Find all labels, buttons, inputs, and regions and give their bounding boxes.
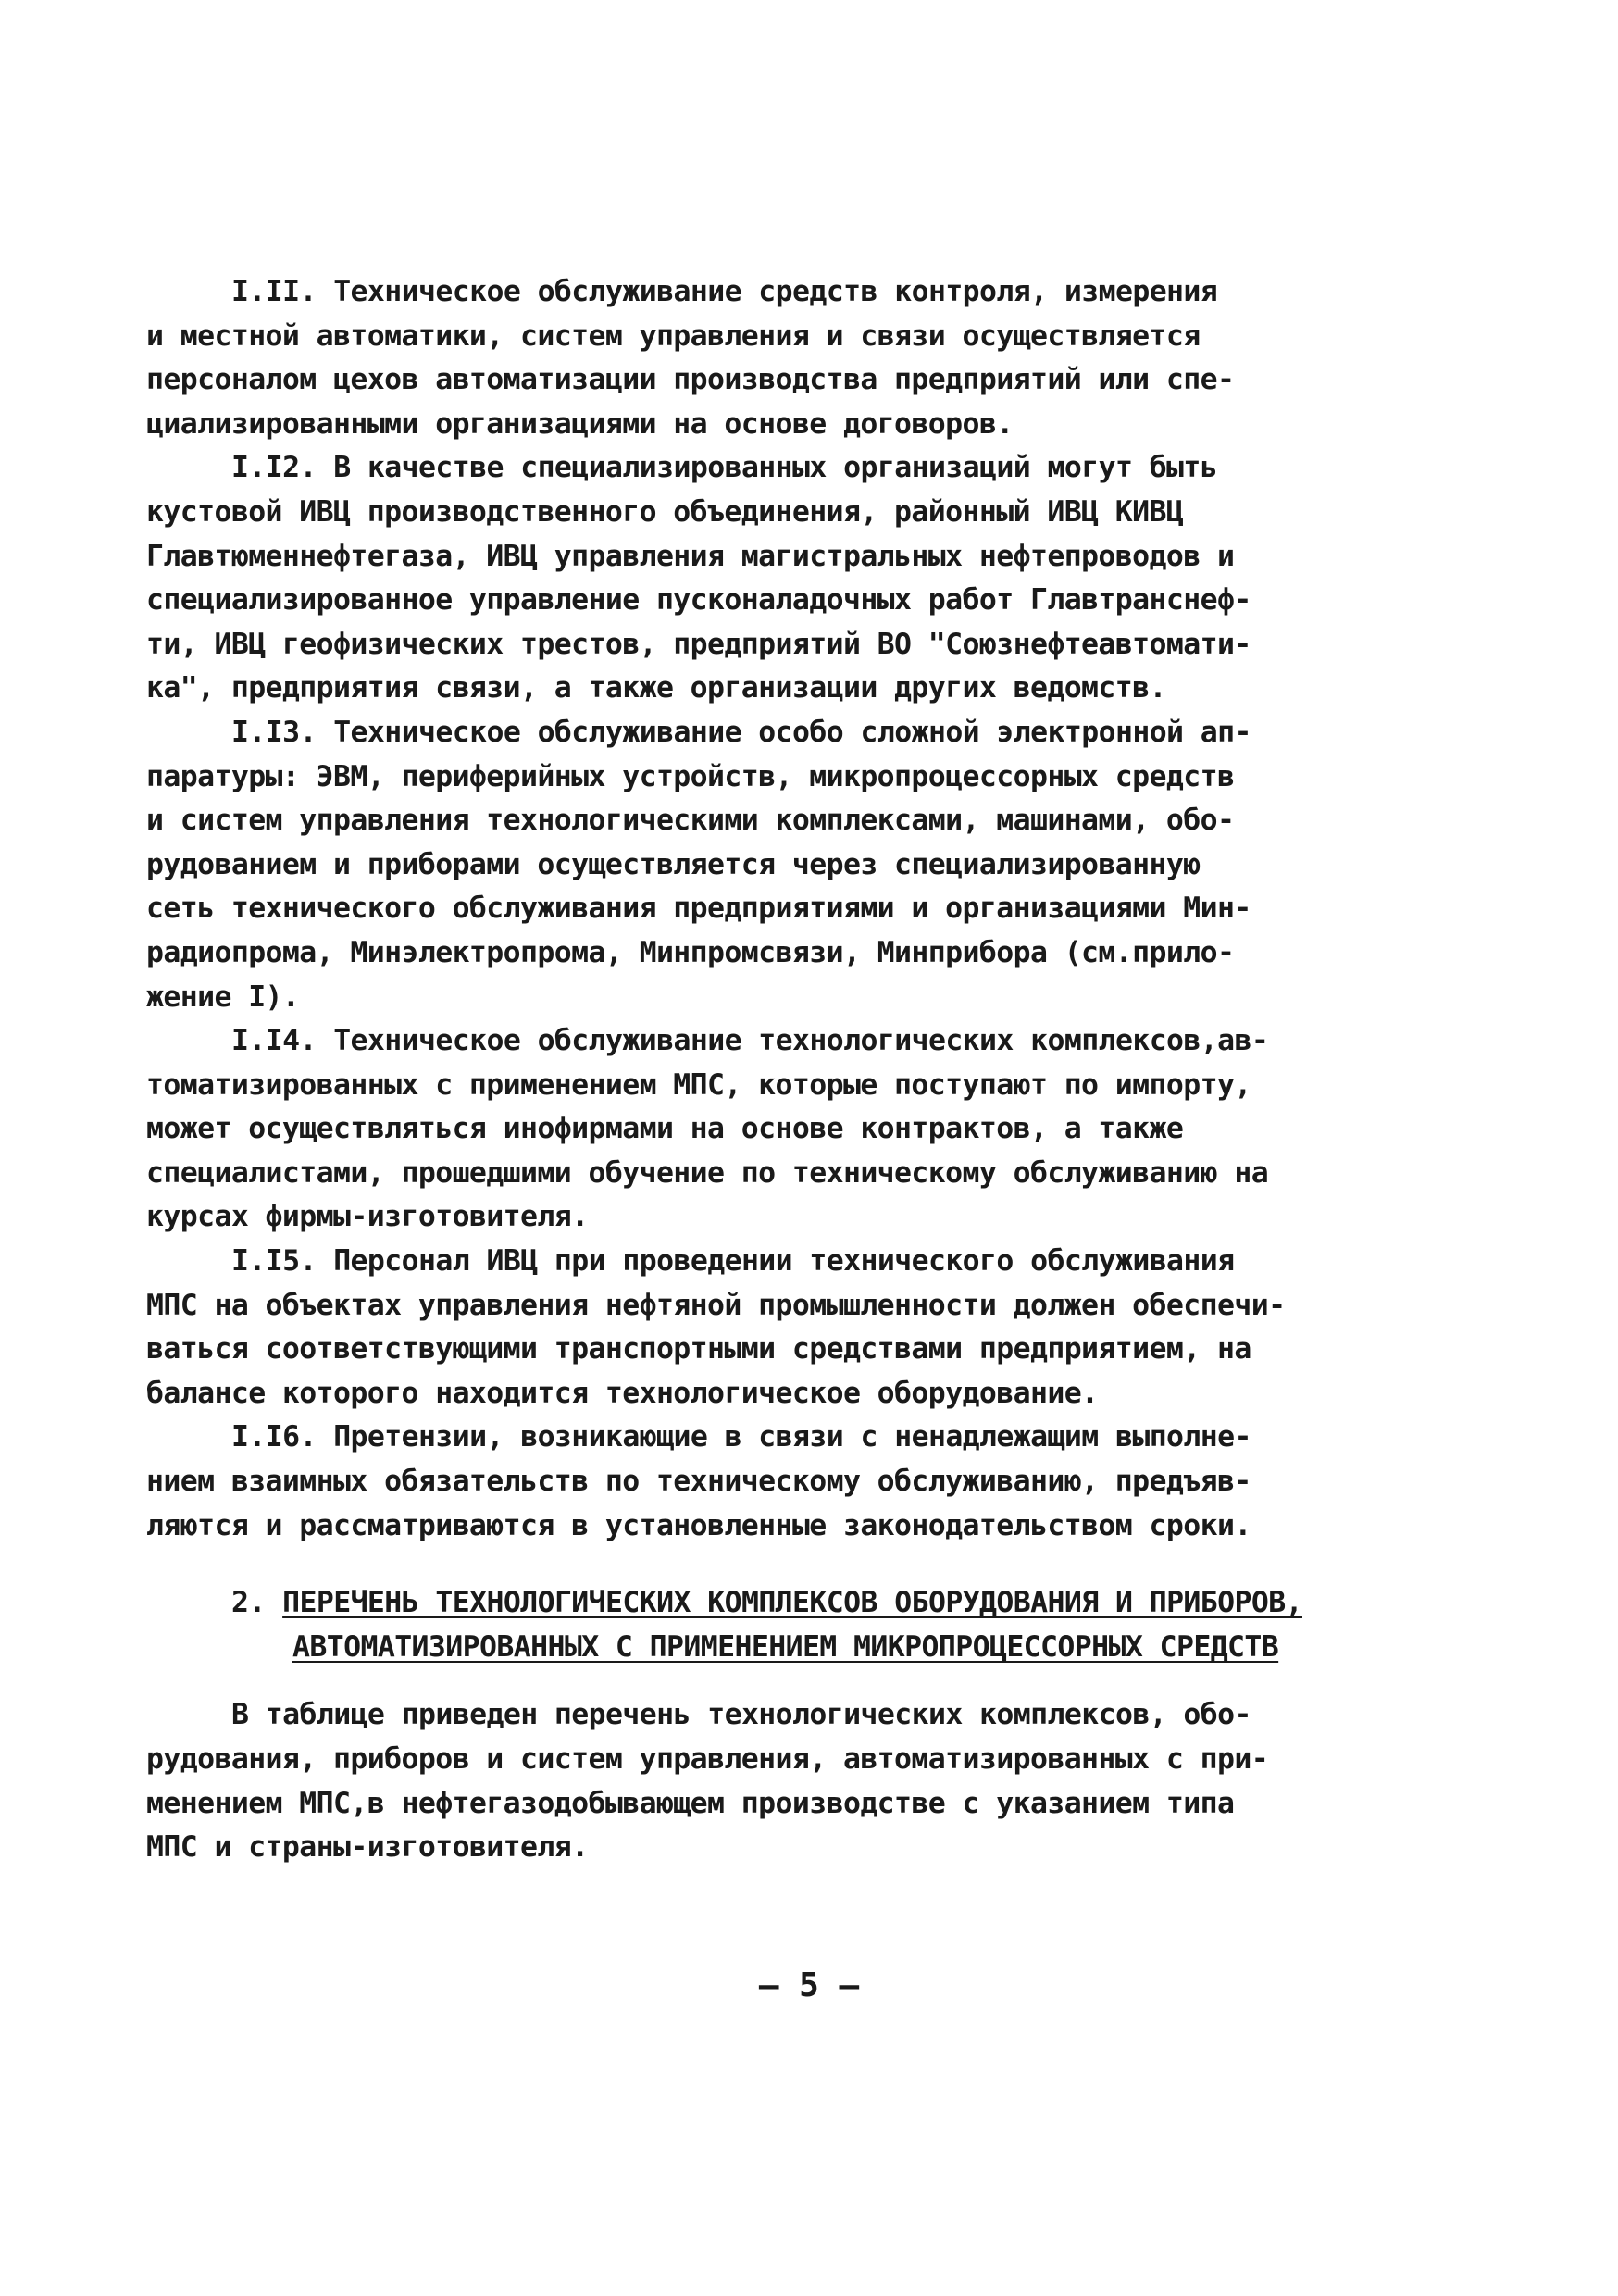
text-line: МПС на объектах управления нефтяной промышленности должен обеспечи-	[146, 1288, 1286, 1322]
text-line: рудования, приборов и систем управления, автоматизированных с при-	[146, 1742, 1269, 1776]
text-line: менением МПС,в нефтегазодобывающем производстве с указанием типа	[146, 1786, 1235, 1820]
text-line: балансе которого находится технологическое оборудование.	[146, 1376, 1099, 1410]
page-number: – 5 –	[758, 1966, 860, 2004]
heading-spacer	[146, 1669, 1340, 1693]
text-line: радиопрома, Минэлектропрома, Минпромсвязи, Минприбора (см.прило-	[146, 935, 1235, 969]
text-line: ка", предприятия связи, а также организации других ведомств.	[146, 671, 1166, 705]
text-line: и местной автоматики, систем управления и связи осуществляется	[146, 318, 1201, 353]
paragraph-1-15	[146, 1240, 1340, 1416]
paragraph-1-14	[146, 1019, 1340, 1240]
text-line: нием взаимных обязательств по техническому обслуживанию, предъяв-	[146, 1465, 1251, 1499]
section-heading-line-1	[146, 1581, 1340, 1626]
text-line: специалистами, прошедшими обучение по техническому обслуживанию на	[146, 1155, 1269, 1190]
section-number: 2.	[231, 1586, 266, 1620]
text-line: Главтюменнефтегаза, ИВЦ управления магистральных нефтепроводов и	[146, 539, 1235, 573]
text-line: ти, ИВЦ геофизических трестов, предприятий ВО "Союзнефтеавтомати-	[146, 627, 1251, 661]
text-line: МПС и страны-изготовителя.	[146, 1830, 589, 1865]
paragraph-1-16	[146, 1416, 1340, 1548]
section-heading	[146, 1581, 1340, 1669]
text-line: персоналом цехов автоматизации производства предприятий или спе-	[146, 363, 1235, 397]
text-line: I.I3. Техническое обслуживание особо сложной электронной ап-	[231, 715, 1251, 749]
body-text	[146, 270, 1340, 1870]
text-line: I.I4. Техническое обслуживание технологических комплексов,ав-	[231, 1024, 1269, 1058]
text-line: специализированное управление пусконаладочных работ Главтранснеф-	[146, 583, 1251, 618]
text-line: паратуры: ЭВМ, периферийных устройств, микропроцессорных средств	[146, 759, 1235, 793]
section-title-line-2: АВТОМАТИЗИРОВАННЫХ С ПРИМЕНЕНИЕМ МИКРОПРОЦЕССОРНЫХ СРЕДСТВ	[292, 1629, 1279, 1664]
paragraph-1-12	[146, 446, 1340, 711]
text-line: жение I).	[146, 980, 300, 1014]
text-line: ваться соответствующими транспортными средствами предприятием, на	[146, 1332, 1251, 1366]
text-line: В таблице приведен перечень технологических комплексов, обо-	[231, 1698, 1251, 1732]
paragraph-1-13	[146, 711, 1340, 1019]
text-line: циализированными организациями на основе договоров.	[146, 406, 1014, 441]
text-line: курсах фирмы-изготовителя.	[146, 1200, 589, 1234]
paragraph-1-11	[146, 270, 1340, 446]
section-spacer	[146, 1548, 1340, 1581]
text-line: кустовой ИВЦ производственного объединения, районный ИВЦ КИВЦ	[146, 494, 1184, 529]
text-line: рудованием и приборами осуществляется через специализированную	[146, 847, 1201, 881]
text-line: I.I2. В качестве специализированных организаций могут быть	[231, 451, 1218, 485]
text-line: I.I6. Претензии, возникающие в связи с ненадлежащим выполне-	[231, 1420, 1251, 1454]
text-line: томатизированных с применением МПС, которые поступают по импорту,	[146, 1067, 1251, 1102]
text-line: ляются и рассматриваются в установленные законодательством сроки.	[146, 1508, 1251, 1542]
section-paragraph	[146, 1693, 1340, 1869]
text-line: сеть технического обслуживания предприятиями и организациями Мин-	[146, 892, 1251, 926]
text-line: I.I5. Персонал ИВЦ при проведении технического обслуживания	[231, 1244, 1235, 1279]
text-line: может осуществляться инофирмами на основе контрактов, а также	[146, 1112, 1184, 1146]
section-title-line-1: ПЕРЕЧЕНЬ ТЕХНОЛОГИЧЕСКИХ КОМПЛЕКСОВ ОБОРУДОВАНИЯ И ПРИБОРОВ,	[282, 1586, 1302, 1620]
section-heading-line-2	[146, 1626, 1340, 1670]
text-line: и систем управления технологическими комплексами, машинами, обо-	[146, 804, 1235, 838]
text-line: I.II. Техническое обслуживание средств контроля, измерения	[231, 275, 1218, 308]
